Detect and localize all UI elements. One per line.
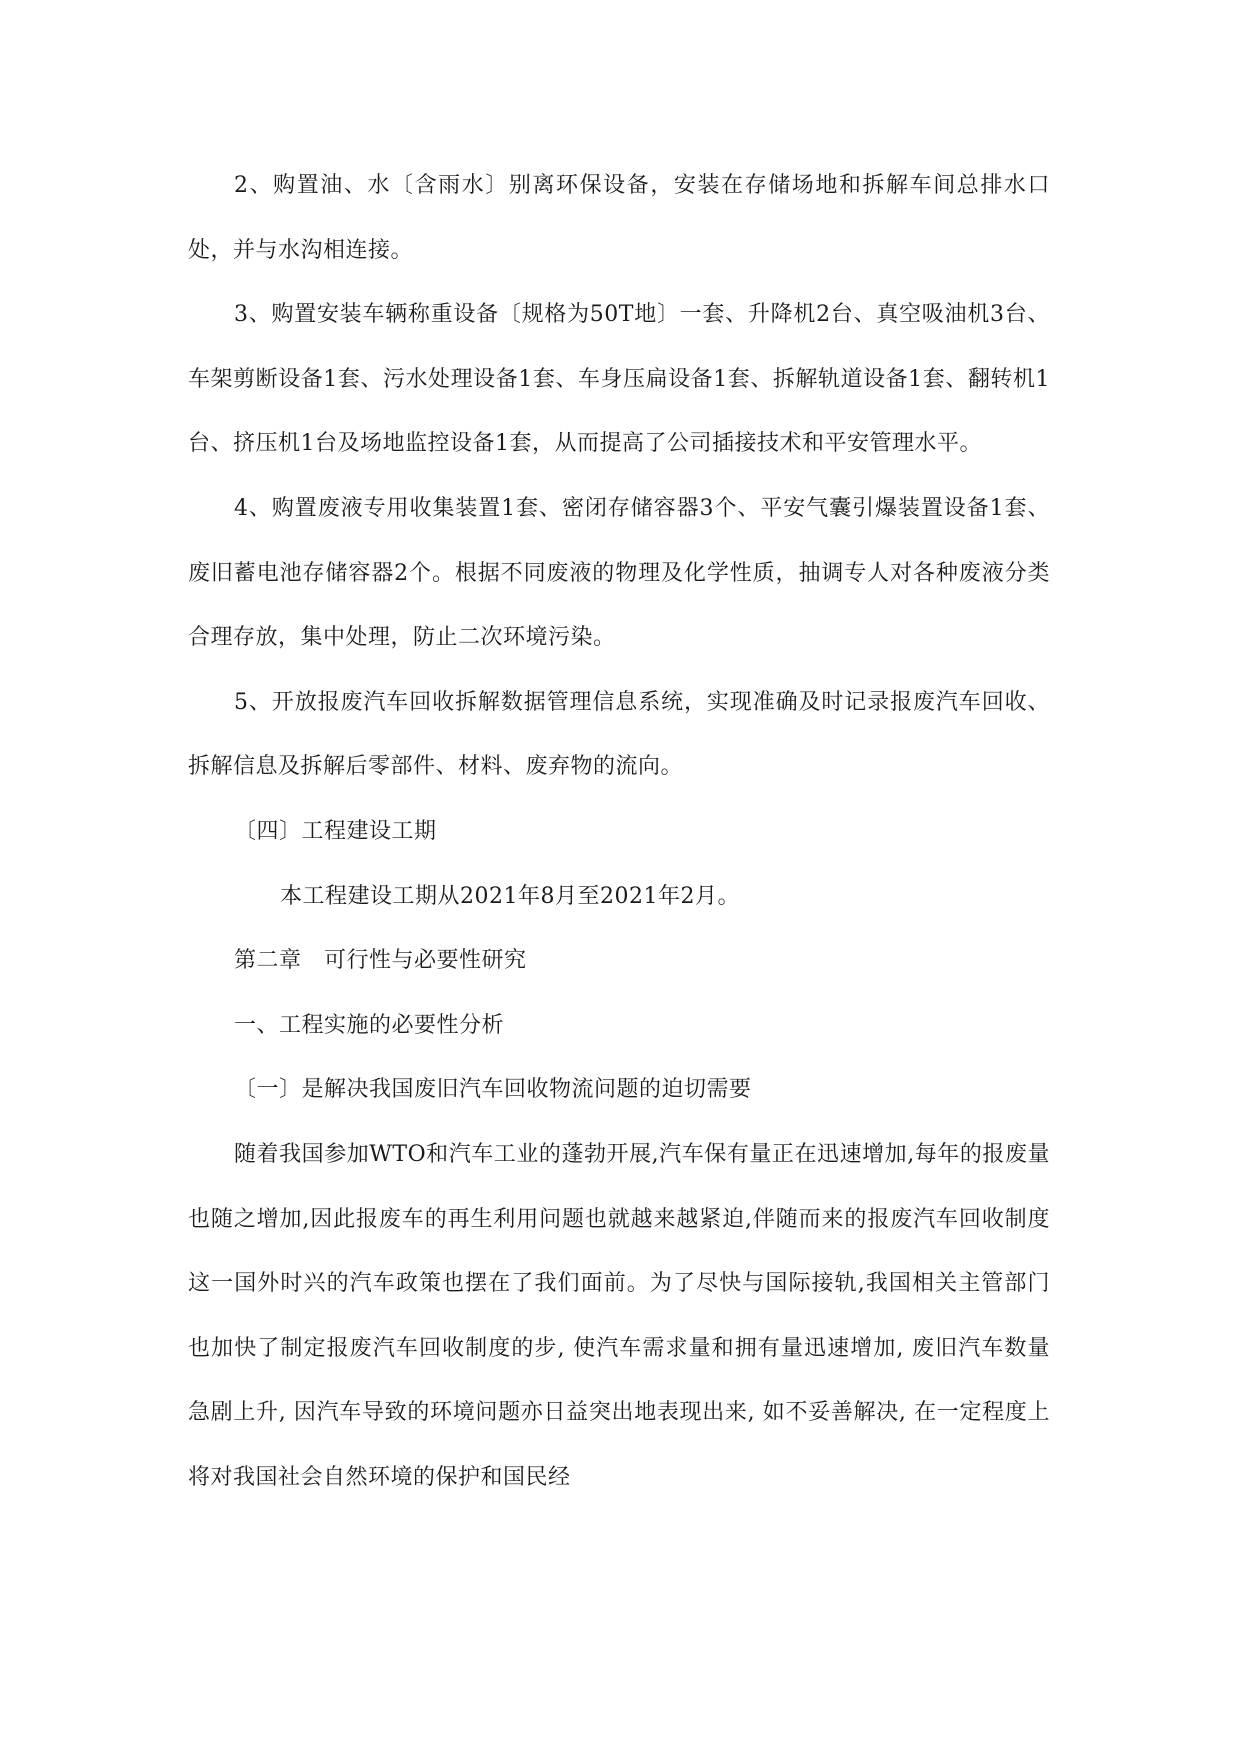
paragraph-item-4: 4、购置废液专用收集装置1套、密闭存储容器3个、平安气囊引爆装置设备1套、废旧蓄电池存储容器2个。根据不同废液的物理及化学性质，抽调专人对各种废液分类合理存放，集中处理，防止二次环境污染。	[188, 495, 1050, 651]
paragraph-logistics: 随着我国参加WTO和汽车工业的蓬勃开展,汽车保有量正在迅速增加,每年的报废量也随之增加,因此报废车的再生利用问题也就越来越紧迫,伴随而来的报废汽车回收制度这一国外时兴的汽车政策也摆在了我们面前。为了尽快与国际接轨,我国相关主管部门也加快了制定报废汽车回收制度的步, 使汽车需求量和拥有量迅速增加, 废旧汽车数量急剧上升, 因汽车导致的环境问题亦日益突出地表现出来, 如不妥善解决, 在一定程度上将对我国社会自然环境的保护和国民经	[188, 1141, 1050, 1490]
paragraph-schedule: 本工程建设工期从2021年8月至2021年2月。	[280, 883, 740, 909]
section-heading-schedule: 〔四〕工程建设工期	[234, 818, 437, 844]
paragraph-item-3: 3、购置安装车辆称重设备〔规格为50T地〕一套、升降机2台、真空吸油机3台、车架剪断设备1套、污水处理设备1套、车身压扁设备1套、拆解轨道设备1套、翻转机1台、挤压机1台及场地监控设备1套，从而提高了公司插接技术和平安管理水平。	[188, 302, 1050, 457]
paragraph-item-5: 5、开放报废汽车回收拆解数据管理信息系统，实现准确及时记录报废汽车回收、拆解信息及拆解后零部件、材料、废弃物的流向。	[188, 689, 1050, 780]
subsection-heading-logistics: 〔一〕是解决我国废旧汽车回收物流问题的迫切需要	[234, 1077, 752, 1103]
section-heading-necessity: 一、工程实施的必要性分析	[234, 1012, 505, 1038]
paragraph-item-2: 2、购置油、水〔含雨水〕别离环保设备，安装在存储场地和拆解车间总排水口处，并与水沟相连接。	[188, 173, 1050, 263]
chapter-heading: 第二章 可行性与必要性研究	[234, 948, 527, 974]
document-body	[188, 154, 1050, 1510]
